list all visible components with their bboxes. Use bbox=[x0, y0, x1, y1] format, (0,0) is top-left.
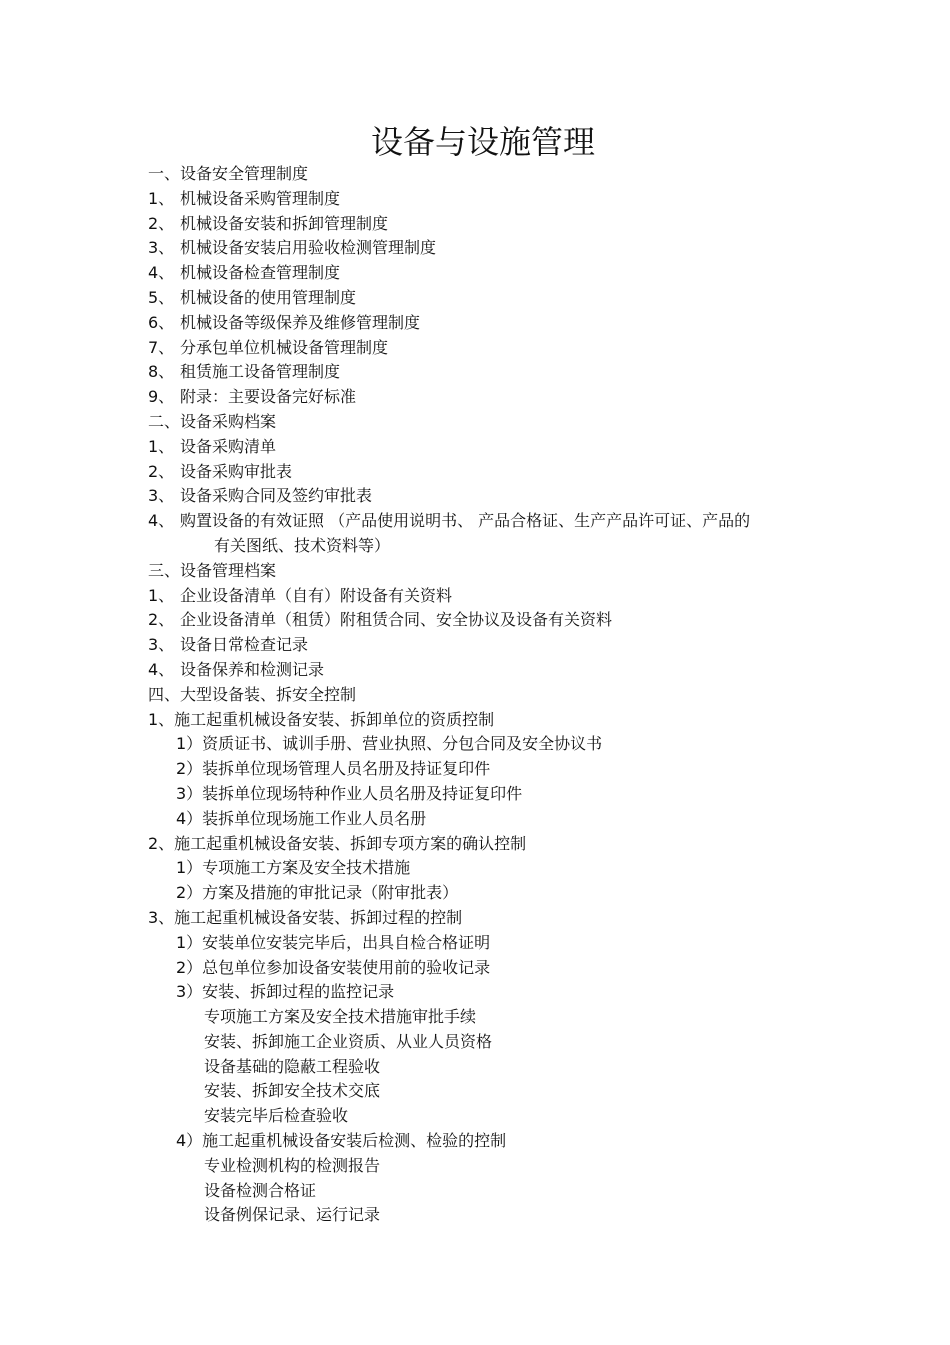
item-number: 3、 bbox=[148, 238, 175, 258]
list-item bbox=[148, 187, 848, 212]
list-item bbox=[148, 484, 848, 509]
list-item bbox=[148, 658, 848, 683]
list-item bbox=[148, 460, 848, 485]
list-item bbox=[148, 509, 848, 534]
sub-item: 2）方案及措施的审批记录（附审批表） bbox=[176, 883, 459, 903]
item-number: 7、 bbox=[148, 337, 175, 357]
section-heading: 四、大型设备装、拆安全控制 bbox=[148, 684, 357, 704]
item-number: 1、 bbox=[148, 585, 175, 605]
list-item bbox=[148, 633, 848, 658]
item-text: 购置设备的有效证照 （产品使用说明书、 产品合格证、生产产品许可证、产品的 bbox=[180, 511, 751, 531]
sub-item: 3）装拆单位现场特种作业人员名册及持证复印件 bbox=[176, 783, 523, 803]
item-text: 企业设备清单（租赁）附租赁合同、安全协议及设备有关资料 bbox=[180, 610, 613, 630]
detail-item: 安装完毕后检查验收 bbox=[204, 1106, 349, 1126]
item-number: 1、 bbox=[148, 188, 175, 208]
list-item bbox=[148, 608, 848, 633]
item-number: 4、 bbox=[148, 659, 175, 679]
sub-item: 3）安装、拆卸过程的监控记录 bbox=[176, 982, 395, 1002]
sub-item: 1）专项施工方案及安全技术措施 bbox=[176, 858, 411, 878]
item-text: 设备保养和检测记录 bbox=[180, 659, 325, 679]
section-heading: 一、设备安全管理制度 bbox=[148, 164, 309, 183]
detail-item: 设备例保记录、运行记录 bbox=[204, 1205, 381, 1225]
sub-item: 4）施工起重机械设备安装后检测、检验的控制 bbox=[176, 1131, 507, 1151]
list-item bbox=[148, 584, 848, 609]
list-item-continuation: 有关图纸、技术资料等） bbox=[214, 535, 391, 555]
item-number: 6、 bbox=[148, 312, 175, 332]
detail-item: 专项施工方案及安全技术措施审批手续 bbox=[204, 1007, 477, 1027]
item-text: 机械设备安装和拆卸管理制度 bbox=[180, 213, 389, 233]
item-number: 3、 bbox=[148, 635, 175, 655]
subsection-heading: 2、施工起重机械设备安装、拆卸专项方案的确认控制 bbox=[148, 833, 527, 853]
item-text: 设备采购清单 bbox=[180, 436, 277, 456]
list-item bbox=[148, 212, 848, 237]
item-text: 租赁施工设备管理制度 bbox=[180, 362, 341, 382]
list-item bbox=[148, 261, 848, 286]
item-text: 机械设备安装启用验收检测管理制度 bbox=[180, 238, 437, 258]
section-heading: 三、设备管理档案 bbox=[148, 560, 277, 580]
subsection-heading: 1、施工起重机械设备安装、拆卸单位的资质控制 bbox=[148, 709, 495, 729]
detail-item: 设备基础的隐蔽工程验收 bbox=[204, 1056, 381, 1076]
item-text: 机械设备等级保养及维修管理制度 bbox=[180, 312, 421, 332]
item-text: 企业设备清单（自有）附设备有关资料 bbox=[180, 585, 453, 605]
list-item bbox=[148, 236, 848, 261]
sub-item: 2）总包单位参加设备安装使用前的验收记录 bbox=[176, 957, 491, 977]
list-item bbox=[148, 435, 848, 460]
list-item bbox=[148, 336, 848, 361]
page-title: 设备与设施管理 bbox=[370, 123, 595, 161]
item-number: 2、 bbox=[148, 213, 175, 233]
document-body bbox=[148, 162, 848, 1228]
sub-item: 1）资质证书、诚训手册、营业执照、分包合同及安全协议书 bbox=[176, 734, 603, 754]
detail-item: 专业检测机构的检测报告 bbox=[204, 1155, 381, 1175]
item-number: 2、 bbox=[148, 610, 175, 630]
item-text: 分承包单位机械设备管理制度 bbox=[180, 337, 389, 357]
item-text: 设备日常检查记录 bbox=[180, 635, 309, 655]
item-number: 5、 bbox=[148, 287, 175, 307]
item-text: 附录：主要设备完好标准 bbox=[180, 387, 357, 407]
list-item bbox=[148, 286, 848, 311]
list-item bbox=[148, 311, 848, 336]
detail-item: 设备检测合格证 bbox=[204, 1180, 317, 1200]
item-text: 机械设备的使用管理制度 bbox=[180, 287, 357, 307]
item-number: 3、 bbox=[148, 486, 175, 506]
subsection-heading: 3、施工起重机械设备安装、拆卸过程的控制 bbox=[148, 907, 463, 927]
sub-item: 2）装拆单位现场管理人员名册及持证复印件 bbox=[176, 759, 491, 779]
detail-item: 安装、拆卸安全技术交底 bbox=[204, 1081, 381, 1101]
sub-item: 1）安装单位安装完毕后，出具自检合格证明 bbox=[176, 932, 491, 952]
list-item bbox=[148, 385, 848, 410]
item-number: 1、 bbox=[148, 436, 175, 456]
section-heading: 二、设备采购档案 bbox=[148, 411, 277, 431]
item-number: 4、 bbox=[148, 511, 175, 531]
item-number: 9、 bbox=[148, 387, 175, 407]
item-text: 机械设备采购管理制度 bbox=[180, 188, 341, 208]
item-text: 设备采购合同及签约审批表 bbox=[180, 486, 373, 506]
sub-item: 4）装拆单位现场施工作业人员名册 bbox=[176, 808, 427, 828]
item-number: 2、 bbox=[148, 461, 175, 481]
item-text: 设备采购审批表 bbox=[180, 461, 293, 481]
item-number: 4、 bbox=[148, 263, 175, 283]
item-number: 8、 bbox=[148, 362, 175, 382]
list-item bbox=[148, 360, 848, 385]
item-text: 机械设备检查管理制度 bbox=[180, 263, 341, 283]
detail-item: 安装、拆卸施工企业资质、从业人员资格 bbox=[204, 1031, 493, 1051]
